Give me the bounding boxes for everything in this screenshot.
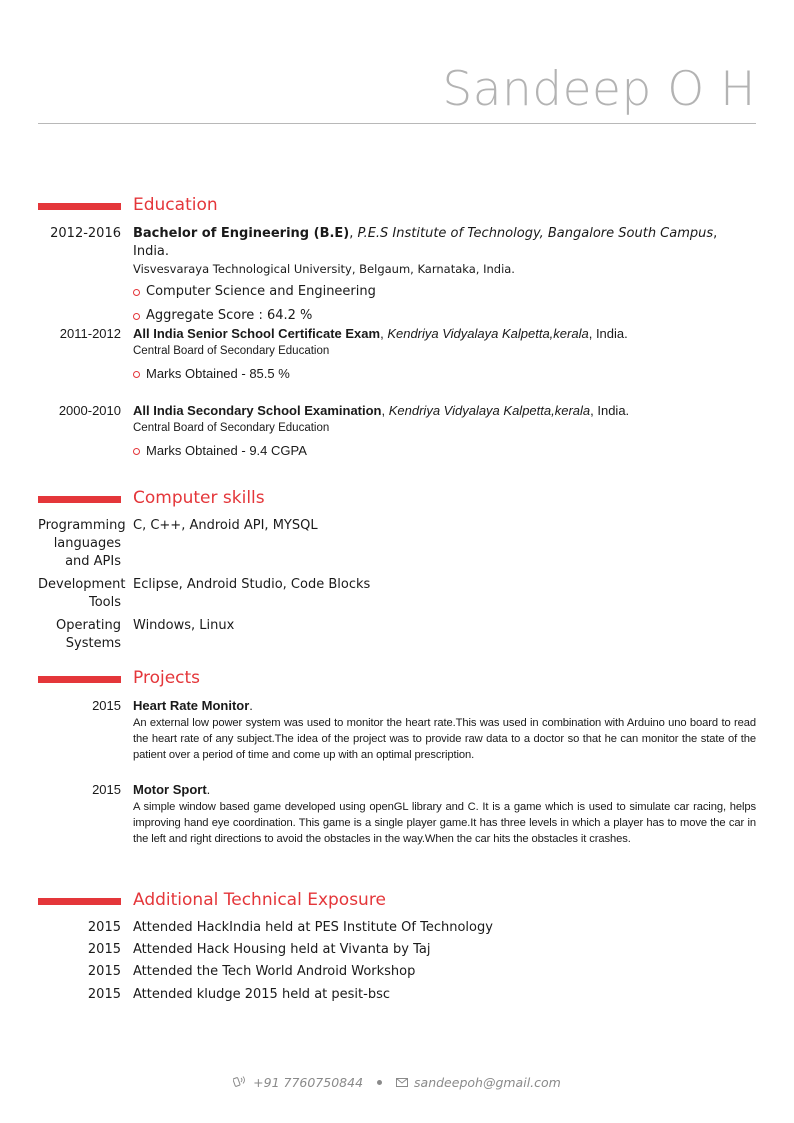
institution: Kendriya Vidyalaya Kalpetta,kerala <box>388 403 591 418</box>
list-item: Aggregate Score : 64.2 % <box>133 307 756 325</box>
envelope-icon <box>396 1075 408 1090</box>
header-rule <box>38 123 756 124</box>
section-title: Education <box>133 195 218 215</box>
section-bar <box>38 676 121 683</box>
circle-bullet-icon <box>133 371 140 378</box>
exposure-text: Attended Hack Housing held at Vivanta by Taj <box>133 942 431 957</box>
location: India. <box>597 403 630 418</box>
skill-value: Eclipse, Android Studio, Code Blocks <box>133 577 371 592</box>
circle-bullet-icon <box>133 448 140 455</box>
exposure-year: 2015 <box>87 964 121 979</box>
board: Central Board of Secondary Education <box>133 422 330 434</box>
exposure-text: Attended HackIndia held at PES Institute Of Technology <box>133 920 493 935</box>
board: Visvesvaraya Technological University, Belgaum, Karnataka, India. <box>133 262 515 276</box>
section-additional-exposure <box>38 890 758 912</box>
project-year: 2015 <box>92 782 121 797</box>
section-projects <box>38 668 758 690</box>
circle-bullet-icon <box>133 289 140 296</box>
section-title: Computer skills <box>133 488 265 508</box>
exposure-year: 2015 <box>87 920 121 935</box>
contact-footer <box>0 1074 794 1090</box>
exposure-text: Attended kludge 2015 held at pesit-bsc <box>133 987 390 1002</box>
section-bar <box>38 496 121 503</box>
email-link[interactable]: sandeepoh@gmail.com <box>414 1075 561 1090</box>
phone-number[interactable]: +91 7760750844 <box>253 1075 364 1090</box>
list-item: Marks Obtained - 9.4 CGPA <box>133 442 756 460</box>
skill-value: C, C++, Android API, MYSQL <box>133 518 318 533</box>
section-computer-skills <box>38 488 758 510</box>
circle-bullet-icon <box>133 313 140 320</box>
mobile-phone-icon <box>233 1075 247 1090</box>
institution: P.E.S Institute of Technology, Bangalore South Campus <box>357 226 714 241</box>
section-bar <box>38 203 121 210</box>
skill-label: Development Tools <box>38 577 126 610</box>
degree: All India Secondary School Examination <box>133 403 382 418</box>
project-year: 2015 <box>92 698 121 713</box>
location: India. <box>133 244 170 259</box>
project-name: Motor Sport <box>133 782 207 797</box>
institution: Kendriya Vidyalaya Kalpetta,kerala <box>387 326 589 341</box>
list-item: Marks Obtained - 85.5 % <box>133 365 756 383</box>
entry-years: 2000-2010 <box>58 403 121 418</box>
exposure-year: 2015 <box>87 987 121 1002</box>
entry-years: 2011-2012 <box>59 326 121 341</box>
degree: Bachelor of Engineering (B.E) <box>133 226 350 241</box>
section-title: Projects <box>133 668 201 688</box>
project-name: Heart Rate Monitor <box>133 698 250 713</box>
degree: All India Senior School Certificate Exam <box>133 326 381 341</box>
skill-label: Operating Systems <box>56 618 121 651</box>
separator-dot <box>377 1080 382 1085</box>
exposure-year: 2015 <box>87 942 121 957</box>
project-description: A simple window based game developed using openGL library and C. It is a game which is used to simulate car racing, helps improving hand eye coordination. This game is a single player game.It has three levels in which a player has to move the car in the left and right directions to avoid the obstacles in the way.When the car hits the obstacles it crashes. <box>133 801 756 845</box>
entry-years: 2012-2016 <box>50 226 121 241</box>
section-title: Additional Technical Exposure <box>133 890 386 910</box>
skill-label: Programming languages and APIs <box>38 518 126 569</box>
list-item: Computer Science and Engineering <box>133 283 756 301</box>
section-education <box>38 195 758 217</box>
candidate-name: Sandeep O H <box>442 62 756 117</box>
skill-value: Windows, Linux <box>133 618 235 633</box>
section-bar <box>38 898 121 905</box>
exposure-text: Attended the Tech World Android Workshop <box>133 964 416 979</box>
board: Central Board of Secondary Education <box>133 345 330 357</box>
project-description: An external low power system was used to monitor the heart rate.This was used in combination with Arduino uno board to read the heart rate of any subject.The idea of the project was to provide raw data to a doctor so that he can monitor the state of the patient over a period of time and come up with an optimal prescription. <box>133 717 756 761</box>
location: India. <box>595 326 628 341</box>
